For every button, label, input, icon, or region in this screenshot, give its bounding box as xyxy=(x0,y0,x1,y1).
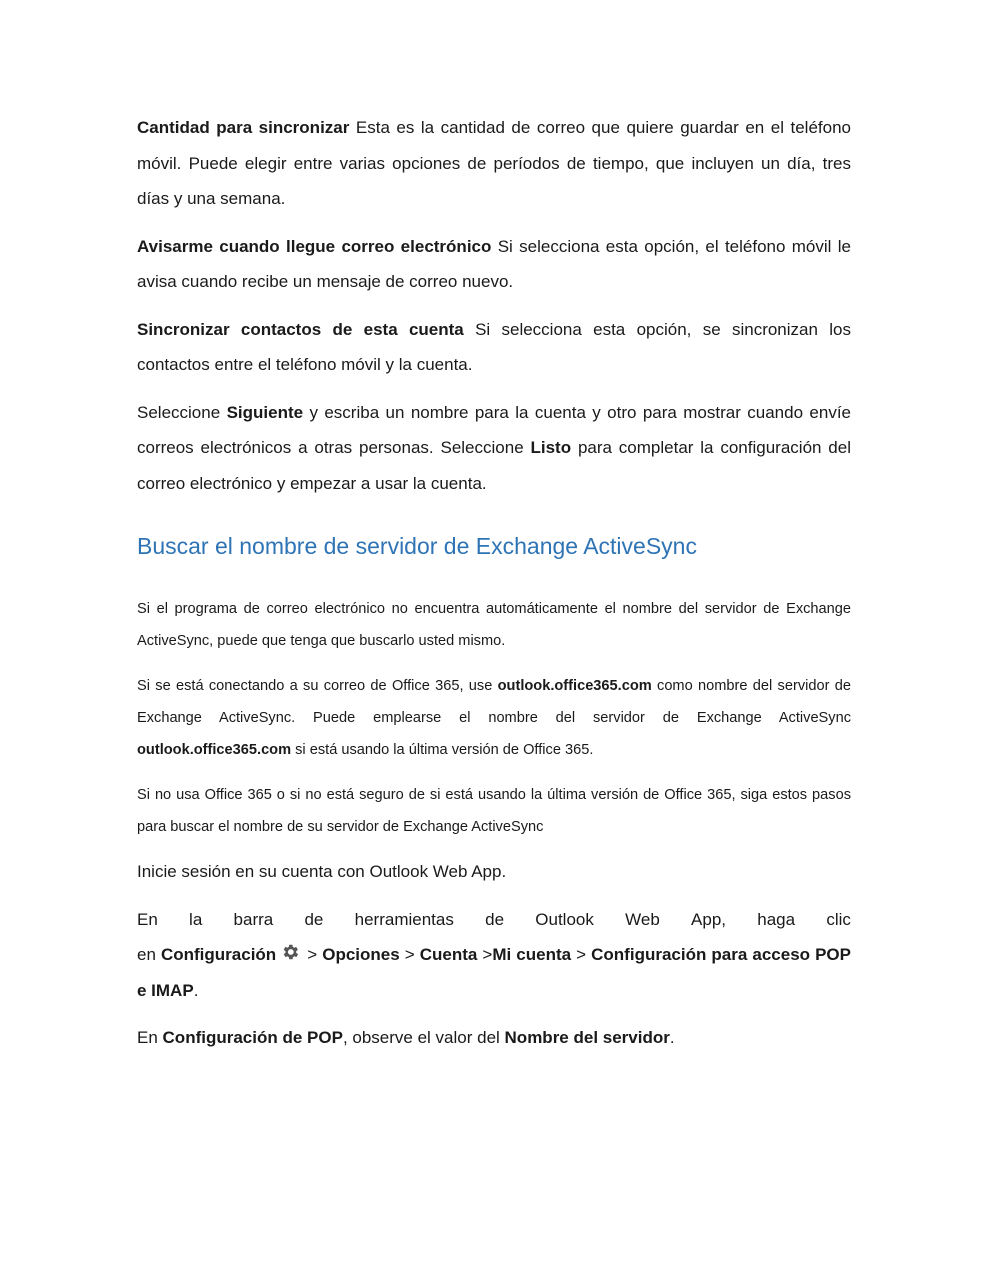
menu-cuenta: Cuenta xyxy=(419,945,478,964)
paragraph-text: > xyxy=(571,945,592,964)
term-nombre-servidor: Nombre del servidor xyxy=(504,1028,670,1047)
paragraph-text: Esta es la cantidad de correo que quiere guardar en el teléfono móvil. Puede elegir entre varias opciones de períodos de tiempo, que incluyen un día, tres días y una semana. xyxy=(137,118,851,208)
justified-word: la xyxy=(189,909,203,929)
justified-line xyxy=(137,902,851,938)
paragraph-config-pop xyxy=(137,1020,851,1056)
paragraph-text: Si selecciona esta opción, se sincronizan los contactos entre el teléfono móvil y la cuenta. xyxy=(137,319,851,374)
justified-word: En xyxy=(137,909,158,929)
paragraph-text: y escriba un nombre para la cuenta y otro para mostrar cuando envíe correos electrónicos a otras personas. Seleccione xyxy=(137,402,851,457)
term-listo: Listo xyxy=(530,438,572,457)
server-name-outlook: outlook.office365.com xyxy=(137,742,292,758)
justified-word: barra xyxy=(233,909,274,929)
paragraph-text: En xyxy=(137,1028,163,1047)
paragraph-text: como nombre del servidor de Exchange ActiveSync. Puede emplearse el nombre del servidor de Exchange ActiveSync xyxy=(137,678,851,726)
paragraph-inicie-sesion: Inicie sesión en su cuenta con Outlook Web App. xyxy=(137,862,507,881)
paragraph-avisarme xyxy=(137,229,851,300)
justified-word: App, xyxy=(691,909,727,929)
paragraph-barra-herramientas xyxy=(137,902,851,1009)
justified-word: Outlook xyxy=(535,909,594,929)
paragraph-text: Seleccione xyxy=(137,402,227,422)
document-page xyxy=(137,110,851,1056)
paragraph-seleccione-siguiente xyxy=(137,395,851,502)
justified-word: Web xyxy=(625,909,660,929)
paragraph-config-path xyxy=(137,937,851,1008)
paragraph-text: > xyxy=(399,945,420,964)
paragraph-sincronizar-contactos xyxy=(137,312,851,383)
term-config-pop: Configuración de POP xyxy=(162,1028,343,1047)
paragraph-buscar-servidor: Si el programa de correo electrónico no encuentra automáticamente el nombre del servidor de Exchange ActiveSync, puede que tenga que buscarlo usted mismo. xyxy=(137,601,851,649)
section-heading: Buscar el nombre de servidor de Exchange ActiveSync xyxy=(137,533,697,559)
menu-config-pop-imap: Configuración para acceso POP e IMAP xyxy=(137,945,851,1000)
paragraph-text: Si selecciona esta opción, el teléfono móvil le avisa cuando recibe un mensaje de correo nuevo. xyxy=(137,236,851,291)
justified-word: haga xyxy=(757,909,796,929)
justified-word: de xyxy=(485,909,505,929)
term-sincronizar-contactos: Sincronizar contactos de esta cuenta xyxy=(137,319,464,339)
paragraph-text: en xyxy=(137,945,161,964)
server-name-outlook: outlook.office365.com xyxy=(497,678,652,694)
paragraph-text: > xyxy=(302,945,323,964)
term-cantidad-sincronizar: Cantidad para sincronizar xyxy=(137,118,350,137)
justified-word: herramientas xyxy=(354,909,454,929)
menu-configuracion: Configuración xyxy=(160,945,277,964)
paragraph-cantidad-sincronizar xyxy=(137,110,851,217)
menu-mi-cuenta: Mi cuenta xyxy=(492,945,572,964)
paragraph-office365 xyxy=(137,670,851,766)
justified-word: clic xyxy=(826,909,851,929)
term-avisarme: Avisarme cuando llegue correo electrónico xyxy=(137,236,492,256)
paragraph-text: Si se está conectando a su correo de Office 365, use xyxy=(137,678,498,694)
gear-icon xyxy=(280,942,300,962)
paragraph-text: . xyxy=(193,980,199,1000)
paragraph-text: . xyxy=(669,1028,675,1047)
paragraph-no-office365: Si no usa Office 365 o si no está seguro de si está usando la última versión de Office 365, siga estos pasos para buscar el nombre de su servidor de Exchange ActiveSync xyxy=(137,787,851,835)
paragraph-text: , observe el valor del xyxy=(342,1028,505,1047)
menu-opciones: Opciones xyxy=(322,945,400,964)
justified-word: de xyxy=(304,909,324,929)
paragraph-text: > xyxy=(477,945,493,964)
paragraph-text: si está usando la última versión de Office 365. xyxy=(291,742,594,758)
term-siguiente: Siguiente xyxy=(226,402,304,422)
paragraph-text: para completar la configuración del correo electrónico y empezar a usar la cuenta. xyxy=(137,438,851,493)
